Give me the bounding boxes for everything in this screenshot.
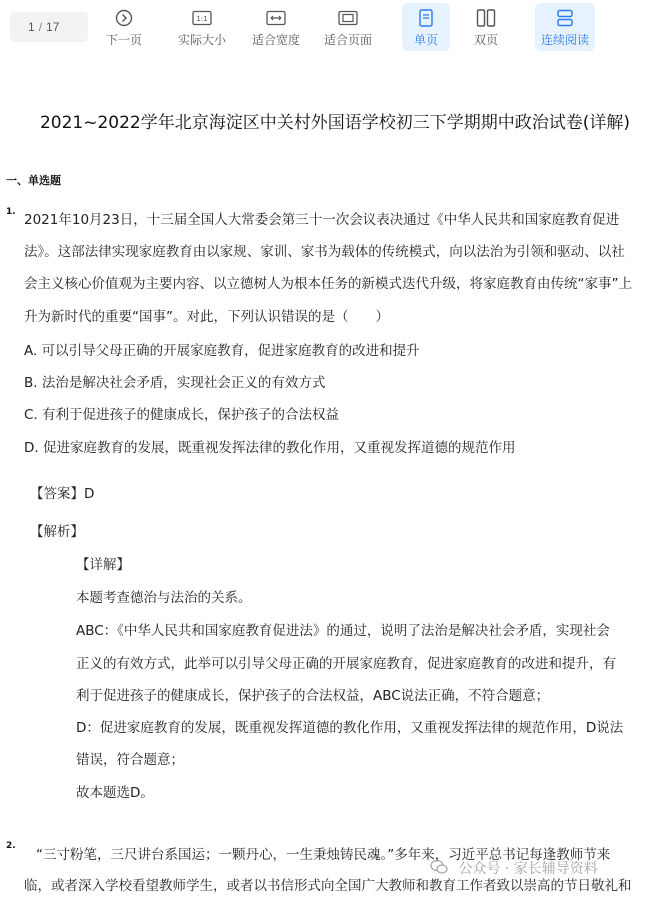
document-title: 2021~2022学年北京海淀区中关村外国语学校初三下学期期中政治试卷(详解) bbox=[39, 113, 631, 133]
double-page-button[interactable] bbox=[462, 3, 510, 51]
fit-page-icon bbox=[338, 9, 358, 27]
actual-size-button[interactable] bbox=[172, 3, 232, 51]
option-d: D. 促进家庭教育的发展，既重视发挥法律的教化作用，又重视发挥道德的规范作用 bbox=[24, 440, 516, 456]
double-page-label: 双页 bbox=[473, 33, 498, 47]
question-1-stem-line: 2021年10月23日，十三届全国人大常委会第三十一次会议表决通过《中华人民共和国家庭教育促进 bbox=[24, 212, 620, 228]
chevron-right-circle-icon bbox=[114, 9, 134, 27]
explanation-line: 利于促进孩子的健康成长，保护孩子的合法权益，ABC说法正确，不符合题意； bbox=[76, 688, 550, 704]
detail-label: 【详解】 bbox=[76, 557, 130, 573]
question-2-stem-line: “三寸粉笔，三尺讲台系国运；一颗丹心，一生秉烛铸民魂。”多年来，习近平总书记每逢教师节来 bbox=[36, 847, 611, 863]
watermark-text: 公众号 · 家长辅导资料 bbox=[458, 861, 598, 877]
option-b: B. 法治是解决社会矛盾，实现社会正义的有效方式 bbox=[24, 375, 326, 391]
actual-size-icon bbox=[192, 9, 212, 27]
section-heading: 一、单选题 bbox=[6, 174, 61, 187]
question-1-stem-line: 法》。这部法律实现家庭教育由以家规、家训、家书为载体的传统模式，向以法治为引领和驱动、以社 bbox=[24, 244, 625, 260]
continuous-read-button[interactable] bbox=[535, 3, 595, 51]
question-number-2: 2. bbox=[6, 841, 16, 851]
viewer-toolbar bbox=[0, 0, 670, 56]
explanation-line: ABC：《中华人民共和国家庭教育促进法》的通过，说明了法治是解决社会矛盾，实现社会 bbox=[76, 623, 610, 639]
actual-size-label: 实际大小 bbox=[177, 33, 226, 47]
page-current[interactable]: 1 bbox=[28, 20, 35, 34]
fit-width-button[interactable] bbox=[246, 3, 306, 51]
explanation-line: 正义的有效方式，此举可以引导父母正确的开展家庭教育，促进家庭教育的改进和提升，有 bbox=[76, 656, 616, 672]
option-c: C. 有利于促进孩子的健康成长，保护孩子的合法权益 bbox=[24, 407, 340, 423]
wechat-icon bbox=[430, 859, 448, 879]
fit-page-label: 适合页面 bbox=[323, 33, 372, 47]
fit-width-label: 适合宽度 bbox=[251, 33, 300, 47]
page-indicator[interactable] bbox=[10, 12, 88, 42]
option-a: A. 可以引导父母正确的开展家庭教育，促进家庭教育的改进和提升 bbox=[24, 343, 420, 359]
answer-line: 【答案】D bbox=[30, 486, 95, 502]
question-number-1: 1. bbox=[6, 207, 16, 217]
fit-page-button[interactable] bbox=[318, 3, 378, 51]
continuous-read-label: 连续阅读 bbox=[540, 33, 589, 47]
page-separator: / bbox=[38, 20, 43, 34]
explanation-line: 错误，符合题意； bbox=[76, 752, 184, 768]
question-1-stem-line: 升为新时代的重要“国事”。对此，下列认识错误的是（ ） bbox=[24, 309, 389, 325]
next-page-button[interactable] bbox=[100, 3, 148, 51]
explanation-line: D：促进家庭教育的发展，既重视发挥道德的教化作用，又重视发挥法律的规范作用，D说法 bbox=[76, 720, 624, 736]
question-1-stem-line: 会主义核心价值观为主要内容、以立德树人为根本任务的新模式迭代升级，将家庭教育由传统“家事”上 bbox=[24, 276, 632, 292]
analysis-label: 【解析】 bbox=[30, 524, 84, 540]
question-2-stem-line: 临，或者深入学校看望教师学生，或者以书信形式向全国广大教师和教育工作者致以崇高的节日敬礼和 bbox=[24, 878, 632, 894]
single-page-button[interactable] bbox=[402, 3, 450, 51]
double-page-icon bbox=[476, 9, 496, 27]
next-page-label: 下一页 bbox=[105, 33, 142, 47]
single-page-icon bbox=[416, 9, 436, 27]
explanation-line: 故本题选D。 bbox=[76, 785, 154, 801]
continuous-read-icon bbox=[555, 9, 575, 27]
explanation-line: 本题考查德治与法治的关系。 bbox=[76, 590, 252, 606]
page-total: 17 bbox=[46, 20, 60, 34]
single-page-label: 单页 bbox=[413, 33, 438, 47]
watermark bbox=[430, 858, 598, 879]
fit-width-icon bbox=[266, 9, 286, 27]
actual-size-glyph: 1:1 bbox=[196, 15, 208, 23]
